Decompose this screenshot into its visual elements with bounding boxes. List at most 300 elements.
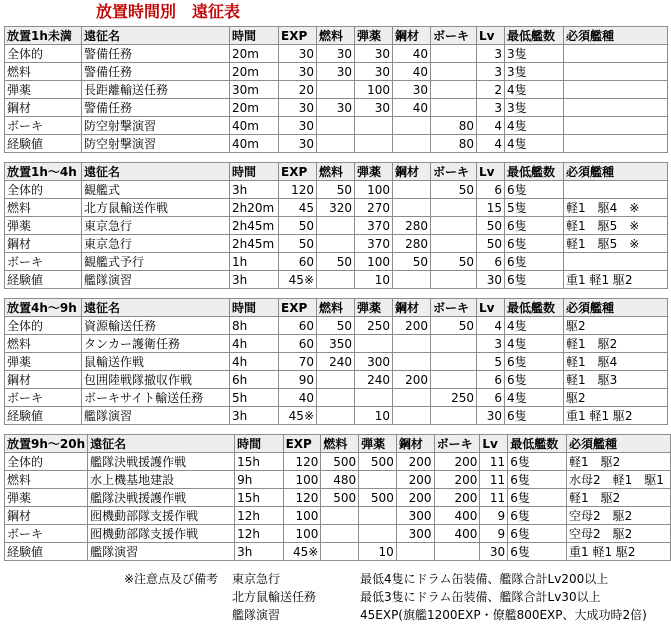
cell-name: 観艦式 bbox=[82, 181, 230, 199]
cell-lv: 11 bbox=[480, 453, 508, 471]
cell-lv: 11 bbox=[480, 471, 508, 489]
cell-purpose: ボーキ bbox=[5, 525, 88, 543]
cell-name: 囮機動部隊支援作戦 bbox=[88, 525, 235, 543]
cell-time: 4h bbox=[230, 335, 279, 353]
cell-ammo: 370 bbox=[355, 217, 393, 235]
cell-name: 長距離輸送任務 bbox=[82, 81, 230, 99]
cell-exp: 100 bbox=[283, 507, 321, 525]
column-header-fuel: 燃料 bbox=[317, 299, 355, 317]
cell-lv: 3 bbox=[477, 335, 505, 353]
cell-name: 艦隊演習 bbox=[82, 407, 230, 425]
cell-name: 鼠輸送作戦 bbox=[82, 353, 230, 371]
cell-exp: 70 bbox=[279, 353, 317, 371]
expedition-table bbox=[4, 162, 668, 289]
cell-required: 軽1 駆5 ※ bbox=[564, 217, 668, 235]
cell-fuel bbox=[321, 543, 359, 561]
cell-ammo: 10 bbox=[355, 271, 393, 289]
cell-bauxite: 250 bbox=[431, 389, 477, 407]
table-row bbox=[5, 407, 668, 425]
cell-min-ships: 4隻 bbox=[505, 389, 564, 407]
cell-required: 軽1 駆4 bbox=[564, 353, 668, 371]
cell-lv: 15 bbox=[477, 199, 505, 217]
cell-required bbox=[564, 253, 668, 271]
column-header-min-ships: 最低艦数 bbox=[505, 299, 564, 317]
table-row bbox=[5, 453, 671, 471]
cell-purpose: ボーキ bbox=[5, 389, 82, 407]
cell-ammo bbox=[355, 335, 393, 353]
cell-purpose: 鋼材 bbox=[5, 235, 82, 253]
cell-min-ships: 4隻 bbox=[505, 81, 564, 99]
cell-ammo: 500 bbox=[359, 489, 397, 507]
cell-lv: 4 bbox=[477, 135, 505, 153]
cell-time: 3h bbox=[230, 181, 279, 199]
cell-steel: 200 bbox=[396, 453, 434, 471]
cell-ammo: 30 bbox=[355, 99, 393, 117]
cell-steel bbox=[393, 407, 431, 425]
column-header-time: 時間 bbox=[230, 163, 279, 181]
column-header-steel: 鋼材 bbox=[393, 299, 431, 317]
cell-exp: 40 bbox=[279, 389, 317, 407]
cell-fuel bbox=[317, 389, 355, 407]
table-row bbox=[5, 507, 671, 525]
column-header-ammo: 弾薬 bbox=[355, 299, 393, 317]
cell-required: 駆2 bbox=[564, 389, 668, 407]
note-name: 艦隊演習 bbox=[232, 608, 281, 622]
cell-name: 資源輸送任務 bbox=[82, 317, 230, 335]
cell-steel: 200 bbox=[396, 471, 434, 489]
cell-fuel bbox=[317, 235, 355, 253]
cell-time: 20m bbox=[230, 99, 279, 117]
cell-exp: 45※ bbox=[279, 407, 317, 425]
cell-exp: 90 bbox=[279, 371, 317, 389]
column-header-required: 必須艦種 bbox=[564, 27, 668, 45]
cell-exp: 30 bbox=[279, 117, 317, 135]
cell-required bbox=[564, 45, 668, 63]
cell-name: タンカー護衛任務 bbox=[82, 335, 230, 353]
table-header-row bbox=[5, 299, 668, 317]
table-row bbox=[5, 45, 668, 63]
cell-bauxite bbox=[431, 199, 477, 217]
cell-min-ships: 5隻 bbox=[505, 199, 564, 217]
column-header-name: 遠征名 bbox=[82, 27, 230, 45]
table-row bbox=[5, 471, 671, 489]
cell-required: 水母2 軽1 駆1 bbox=[567, 471, 671, 489]
cell-time: 2h45m bbox=[230, 235, 279, 253]
cell-time: 30m bbox=[230, 81, 279, 99]
cell-time: 12h bbox=[235, 525, 283, 543]
cell-min-ships: 6隻 bbox=[508, 507, 567, 525]
cell-ammo: 30 bbox=[355, 45, 393, 63]
cell-steel: 50 bbox=[393, 253, 431, 271]
cell-min-ships: 6隻 bbox=[508, 525, 567, 543]
cell-lv: 50 bbox=[477, 217, 505, 235]
cell-steel bbox=[396, 543, 434, 561]
table-row bbox=[5, 63, 668, 81]
note-name: 東京急行 bbox=[232, 572, 281, 586]
cell-exp: 100 bbox=[283, 471, 321, 489]
cell-exp: 45 bbox=[279, 199, 317, 217]
cell-bauxite bbox=[431, 45, 477, 63]
cell-lv: 2 bbox=[477, 81, 505, 99]
cell-steel: 300 bbox=[396, 525, 434, 543]
cell-steel: 40 bbox=[393, 63, 431, 81]
cell-name: 包囲陸戦隊撤収作戦 bbox=[82, 371, 230, 389]
cell-ammo: 240 bbox=[355, 371, 393, 389]
cell-ammo bbox=[355, 117, 393, 135]
cell-steel: 200 bbox=[393, 371, 431, 389]
cell-lv: 4 bbox=[477, 317, 505, 335]
table-row bbox=[5, 389, 668, 407]
cell-name: 艦隊演習 bbox=[88, 543, 235, 561]
expedition-table bbox=[4, 298, 668, 425]
column-header-min-ships: 最低艦数 bbox=[505, 163, 564, 181]
cell-lv: 5 bbox=[477, 353, 505, 371]
cell-required: 軽1 駆2 bbox=[567, 489, 671, 507]
cell-name: 警備任務 bbox=[82, 99, 230, 117]
cell-lv: 6 bbox=[477, 389, 505, 407]
column-header-ammo: 弾薬 bbox=[355, 163, 393, 181]
cell-time: 3h bbox=[230, 407, 279, 425]
cell-lv: 11 bbox=[480, 489, 508, 507]
cell-required: 空母2 駆2 bbox=[567, 507, 671, 525]
column-header-lv: Lv bbox=[477, 299, 505, 317]
cell-ammo bbox=[355, 135, 393, 153]
cell-purpose: 全体的 bbox=[5, 317, 82, 335]
cell-bauxite: 400 bbox=[434, 525, 480, 543]
cell-fuel: 50 bbox=[317, 317, 355, 335]
table-row bbox=[5, 135, 668, 153]
cell-lv: 30 bbox=[480, 543, 508, 561]
cell-required bbox=[564, 135, 668, 153]
cell-steel bbox=[393, 117, 431, 135]
cell-fuel: 320 bbox=[317, 199, 355, 217]
column-header-lv: Lv bbox=[480, 435, 508, 453]
cell-name: 観艦式予行 bbox=[82, 253, 230, 271]
cell-bauxite bbox=[434, 543, 480, 561]
section-label: 放置9h～20h bbox=[5, 435, 88, 453]
cell-ammo bbox=[355, 389, 393, 407]
cell-min-ships: 6隻 bbox=[505, 353, 564, 371]
cell-bauxite: 80 bbox=[431, 135, 477, 153]
cell-time: 40m bbox=[230, 117, 279, 135]
cell-min-ships: 3隻 bbox=[505, 45, 564, 63]
expedition-table bbox=[4, 26, 668, 153]
cell-bauxite bbox=[431, 99, 477, 117]
cell-ammo: 100 bbox=[355, 81, 393, 99]
cell-time: 20m bbox=[230, 45, 279, 63]
column-header-required: 必須艦種 bbox=[567, 435, 671, 453]
cell-purpose: 鋼材 bbox=[5, 99, 82, 117]
column-header-min-ships: 最低艦数 bbox=[505, 27, 564, 45]
table-row bbox=[5, 543, 671, 561]
column-header-ammo: 弾薬 bbox=[355, 27, 393, 45]
cell-lv: 3 bbox=[477, 99, 505, 117]
cell-fuel: 50 bbox=[317, 181, 355, 199]
cell-purpose: 経験値 bbox=[5, 135, 82, 153]
cell-min-ships: 6隻 bbox=[505, 407, 564, 425]
section-label: 放置4h～9h bbox=[5, 299, 82, 317]
cell-fuel bbox=[317, 135, 355, 153]
cell-min-ships: 6隻 bbox=[505, 181, 564, 199]
cell-name: 北方鼠輸送作戦 bbox=[82, 199, 230, 217]
cell-name: 東京急行 bbox=[82, 235, 230, 253]
column-header-steel: 鋼材 bbox=[393, 163, 431, 181]
note-text: 最低4隻にドラム缶装備、艦隊合計Lv200以上 bbox=[360, 572, 609, 586]
table-row bbox=[5, 525, 671, 543]
cell-required: 駆2 bbox=[564, 317, 668, 335]
cell-exp: 50 bbox=[279, 217, 317, 235]
cell-exp: 120 bbox=[283, 489, 321, 507]
cell-time: 4h bbox=[230, 353, 279, 371]
note-text: 45EXP(旗艦1200EXP・僚艦800EXP、大成功時2倍) bbox=[360, 608, 647, 622]
cell-fuel: 480 bbox=[321, 471, 359, 489]
cell-exp: 20 bbox=[279, 81, 317, 99]
cell-required: 重1 軽1 駆2 bbox=[564, 407, 668, 425]
table-row bbox=[5, 81, 668, 99]
cell-ammo: 300 bbox=[355, 353, 393, 371]
cell-exp: 45※ bbox=[283, 543, 321, 561]
column-header-steel: 鋼材 bbox=[396, 435, 434, 453]
cell-ammo: 100 bbox=[355, 181, 393, 199]
cell-exp: 30 bbox=[279, 99, 317, 117]
cell-min-ships: 6隻 bbox=[505, 235, 564, 253]
cell-name: 防空射撃演習 bbox=[82, 135, 230, 153]
table-header-row bbox=[5, 435, 671, 453]
cell-bauxite: 200 bbox=[434, 471, 480, 489]
cell-min-ships: 4隻 bbox=[505, 135, 564, 153]
cell-ammo: 250 bbox=[355, 317, 393, 335]
cell-steel bbox=[393, 271, 431, 289]
cell-fuel: 350 bbox=[317, 335, 355, 353]
column-header-required: 必須艦種 bbox=[564, 163, 668, 181]
cell-required: 重1 軽1 駆2 bbox=[567, 543, 671, 561]
cell-purpose: 経験値 bbox=[5, 543, 88, 561]
cell-fuel bbox=[317, 117, 355, 135]
table-row bbox=[5, 99, 668, 117]
notes-label: ※注意点及び備考 bbox=[124, 572, 219, 586]
cell-purpose: ボーキ bbox=[5, 253, 82, 271]
cell-exp: 60 bbox=[279, 335, 317, 353]
cell-time: 3h bbox=[230, 271, 279, 289]
cell-purpose: ボーキ bbox=[5, 117, 82, 135]
cell-steel: 280 bbox=[393, 217, 431, 235]
cell-purpose: 経験値 bbox=[5, 271, 82, 289]
cell-min-ships: 4隻 bbox=[505, 117, 564, 135]
cell-ammo bbox=[359, 471, 397, 489]
cell-min-ships: 3隻 bbox=[505, 63, 564, 81]
cell-bauxite: 200 bbox=[434, 453, 480, 471]
cell-fuel bbox=[317, 217, 355, 235]
table-header-row bbox=[5, 163, 668, 181]
cell-steel: 280 bbox=[393, 235, 431, 253]
cell-name: 警備任務 bbox=[82, 45, 230, 63]
cell-exp: 45※ bbox=[279, 271, 317, 289]
cell-time: 6h bbox=[230, 371, 279, 389]
cell-min-ships: 6隻 bbox=[505, 371, 564, 389]
cell-steel: 30 bbox=[393, 81, 431, 99]
table-row bbox=[5, 271, 668, 289]
cell-required bbox=[564, 117, 668, 135]
table-row bbox=[5, 117, 668, 135]
cell-lv: 3 bbox=[477, 63, 505, 81]
cell-min-ships: 3隻 bbox=[505, 99, 564, 117]
cell-ammo: 500 bbox=[359, 453, 397, 471]
cell-exp: 50 bbox=[279, 235, 317, 253]
column-header-time: 時間 bbox=[230, 299, 279, 317]
cell-time: 15h bbox=[235, 489, 283, 507]
note-text: 最低3隻にドラム缶装備、艦隊合計Lv30以上 bbox=[360, 590, 601, 604]
cell-name: 艦隊決戦援護作戦 bbox=[88, 453, 235, 471]
cell-required bbox=[564, 63, 668, 81]
cell-bauxite: 80 bbox=[431, 117, 477, 135]
cell-steel: 300 bbox=[396, 507, 434, 525]
cell-exp: 30 bbox=[279, 45, 317, 63]
cell-ammo: 270 bbox=[355, 199, 393, 217]
cell-steel bbox=[393, 335, 431, 353]
cell-steel: 40 bbox=[393, 45, 431, 63]
column-header-exp: EXP bbox=[283, 435, 321, 453]
cell-name: 警備任務 bbox=[82, 63, 230, 81]
cell-lv: 30 bbox=[477, 271, 505, 289]
cell-purpose: 燃料 bbox=[5, 335, 82, 353]
cell-required: 軽1 駆2 bbox=[564, 335, 668, 353]
cell-bauxite bbox=[431, 235, 477, 253]
column-header-bauxite: ボーキ bbox=[434, 435, 480, 453]
column-header-min-ships: 最低艦数 bbox=[508, 435, 567, 453]
cell-required: 軽1 駆3 bbox=[564, 371, 668, 389]
cell-purpose: 燃料 bbox=[5, 63, 82, 81]
cell-lv: 30 bbox=[477, 407, 505, 425]
table-row bbox=[5, 371, 668, 389]
cell-steel bbox=[393, 135, 431, 153]
table-row bbox=[5, 317, 668, 335]
cell-time: 2h45m bbox=[230, 217, 279, 235]
cell-required: 軽1 駆5 ※ bbox=[564, 235, 668, 253]
cell-purpose: 弾薬 bbox=[5, 353, 82, 371]
table-row bbox=[5, 181, 668, 199]
cell-steel: 200 bbox=[393, 317, 431, 335]
cell-ammo: 10 bbox=[355, 407, 393, 425]
cell-required bbox=[564, 81, 668, 99]
cell-bauxite bbox=[431, 271, 477, 289]
cell-min-ships: 6隻 bbox=[508, 489, 567, 507]
table-row bbox=[5, 235, 668, 253]
cell-min-ships: 6隻 bbox=[508, 471, 567, 489]
cell-fuel: 500 bbox=[321, 489, 359, 507]
column-header-fuel: 燃料 bbox=[317, 27, 355, 45]
cell-time: 2h20m bbox=[230, 199, 279, 217]
cell-required bbox=[564, 181, 668, 199]
cell-lv: 6 bbox=[477, 181, 505, 199]
cell-steel: 200 bbox=[396, 489, 434, 507]
column-header-required: 必須艦種 bbox=[564, 299, 668, 317]
cell-fuel bbox=[317, 81, 355, 99]
cell-exp: 100 bbox=[283, 525, 321, 543]
cell-required: 重1 軽1 駆2 bbox=[564, 271, 668, 289]
cell-lv: 50 bbox=[477, 235, 505, 253]
cell-required: 空母2 駆2 bbox=[567, 525, 671, 543]
cell-ammo: 100 bbox=[355, 253, 393, 271]
cell-bauxite: 50 bbox=[431, 317, 477, 335]
cell-bauxite bbox=[431, 371, 477, 389]
cell-purpose: 経験値 bbox=[5, 407, 82, 425]
cell-name: ボーキサイト輸送任務 bbox=[82, 389, 230, 407]
cell-time: 3h bbox=[235, 543, 283, 561]
cell-min-ships: 6隻 bbox=[508, 453, 567, 471]
table-row bbox=[5, 335, 668, 353]
cell-min-ships: 6隻 bbox=[508, 543, 567, 561]
page-title: 放置時間別 遠征表 bbox=[96, 2, 241, 21]
cell-fuel: 30 bbox=[317, 63, 355, 81]
cell-time: 8h bbox=[230, 317, 279, 335]
column-header-bauxite: ボーキ bbox=[431, 27, 477, 45]
cell-ammo bbox=[359, 525, 397, 543]
cell-ammo: 370 bbox=[355, 235, 393, 253]
note-name: 北方鼠輸送任務 bbox=[232, 590, 317, 604]
column-header-bauxite: ボーキ bbox=[431, 163, 477, 181]
table-row bbox=[5, 199, 668, 217]
cell-bauxite: 200 bbox=[434, 489, 480, 507]
cell-name: 防空射撃演習 bbox=[82, 117, 230, 135]
cell-steel bbox=[393, 199, 431, 217]
cell-bauxite bbox=[431, 217, 477, 235]
cell-exp: 30 bbox=[279, 135, 317, 153]
cell-lv: 9 bbox=[480, 525, 508, 543]
cell-exp: 120 bbox=[283, 453, 321, 471]
cell-bauxite bbox=[431, 353, 477, 371]
cell-time: 1h bbox=[230, 253, 279, 271]
cell-purpose: 弾薬 bbox=[5, 217, 82, 235]
column-header-lv: Lv bbox=[477, 27, 505, 45]
cell-min-ships: 4隻 bbox=[505, 317, 564, 335]
cell-time: 40m bbox=[230, 135, 279, 153]
cell-bauxite: 50 bbox=[431, 181, 477, 199]
cell-time: 9h bbox=[235, 471, 283, 489]
cell-ammo: 30 bbox=[355, 63, 393, 81]
table-row bbox=[5, 353, 668, 371]
column-header-exp: EXP bbox=[279, 27, 317, 45]
cell-purpose: 燃料 bbox=[5, 199, 82, 217]
column-header-name: 遠征名 bbox=[82, 299, 230, 317]
column-header-name: 遠征名 bbox=[88, 435, 235, 453]
column-header-exp: EXP bbox=[279, 299, 317, 317]
cell-exp: 60 bbox=[279, 253, 317, 271]
cell-steel bbox=[393, 181, 431, 199]
cell-lv: 6 bbox=[477, 371, 505, 389]
cell-time: 15h bbox=[235, 453, 283, 471]
cell-fuel bbox=[317, 271, 355, 289]
cell-lv: 4 bbox=[477, 117, 505, 135]
cell-fuel: 240 bbox=[317, 353, 355, 371]
table-header-row bbox=[5, 27, 668, 45]
cell-bauxite bbox=[431, 81, 477, 99]
cell-time: 20m bbox=[230, 63, 279, 81]
cell-fuel: 50 bbox=[317, 253, 355, 271]
cell-required: 軽1 駆4 ※ bbox=[564, 199, 668, 217]
cell-name: 囮機動部隊支援作戦 bbox=[88, 507, 235, 525]
cell-lv: 3 bbox=[477, 45, 505, 63]
column-header-bauxite: ボーキ bbox=[431, 299, 477, 317]
cell-name: 艦隊決戦援護作戦 bbox=[88, 489, 235, 507]
column-header-name: 遠征名 bbox=[82, 163, 230, 181]
cell-purpose: 全体的 bbox=[5, 45, 82, 63]
column-header-steel: 鋼材 bbox=[393, 27, 431, 45]
cell-bauxite: 400 bbox=[434, 507, 480, 525]
cell-purpose: 燃料 bbox=[5, 471, 88, 489]
cell-exp: 120 bbox=[279, 181, 317, 199]
expedition-table bbox=[4, 434, 671, 561]
cell-fuel: 30 bbox=[317, 45, 355, 63]
